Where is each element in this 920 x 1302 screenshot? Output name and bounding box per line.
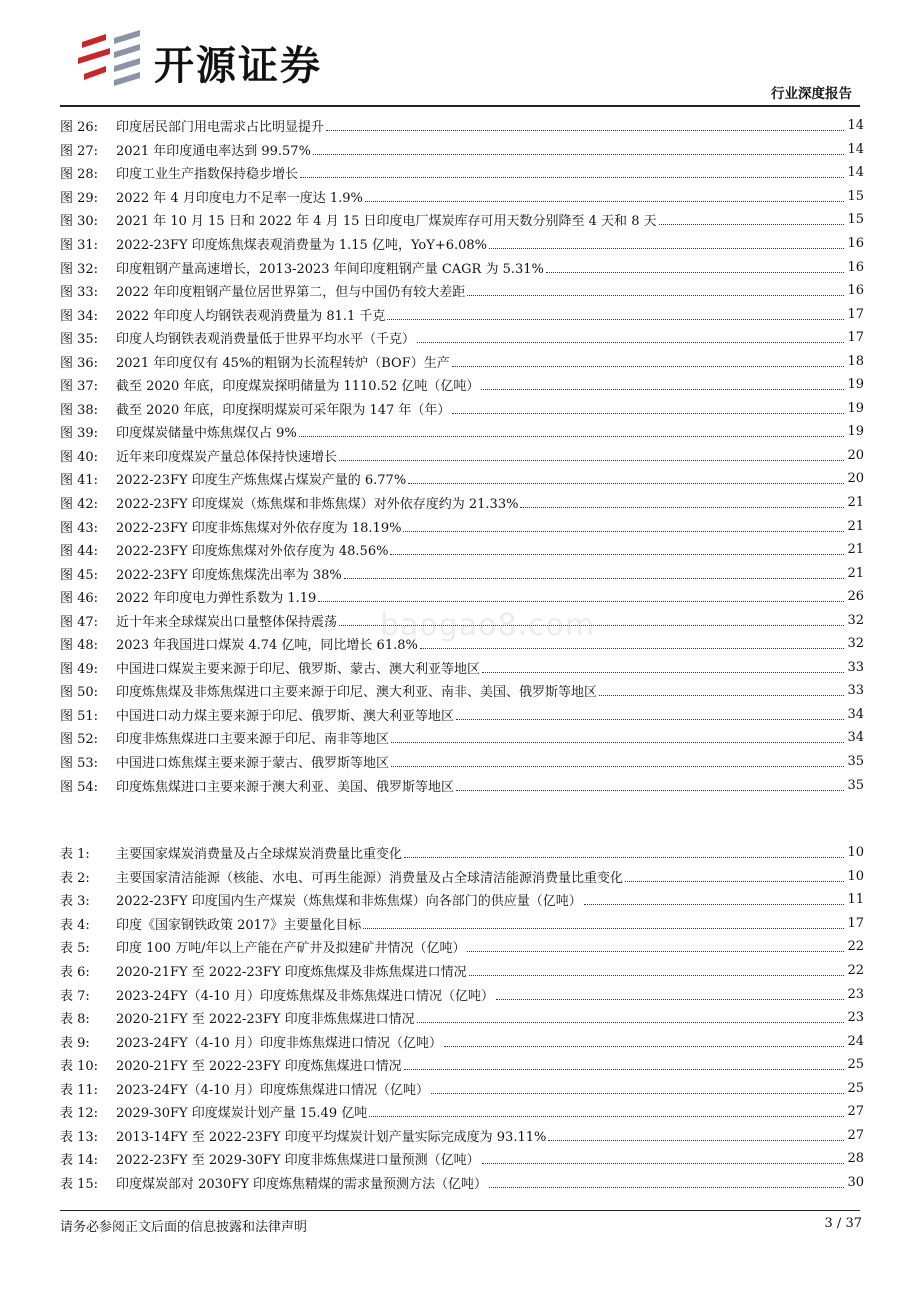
toc-entry-label: 表 9: — [60, 1035, 90, 1051]
toc-entry-title: 印度煤炭部对 2030FY 印度炼焦精煤的需求量预测方法（亿吨） — [116, 1176, 487, 1192]
toc-table-row[interactable] — [60, 888, 864, 912]
page-header — [60, 20, 860, 104]
toc-entry-label: 图 32: — [60, 261, 99, 277]
toc-entry-label: 图 26: — [60, 120, 99, 136]
toc-leader-dots — [390, 554, 844, 555]
toc-entry-title: 主要国家清洁能源（核能、水电、可再生能源）消费量及占全球清洁能源消费量比重变化 — [116, 870, 624, 886]
toc-entry-label: 表 13: — [60, 1129, 99, 1145]
toc-entry-title: 印度煤炭储量中炼焦煤仅占 9% — [116, 426, 297, 442]
toc-entry-page: 19 — [847, 400, 864, 416]
toc-leader-dots — [467, 295, 844, 296]
toc-entry-title: 印度 100 万吨/年以上产能在产矿井及拟建矿井情况（亿吨） — [116, 941, 466, 957]
toc-entry-title: 2020-21FY 至 2022-23FY 印度炼焦煤进口情况 — [116, 1059, 402, 1075]
toc-entry-page: 10 — [847, 868, 864, 884]
toc-table-row[interactable] — [60, 1124, 864, 1148]
toc-leader-dots — [625, 881, 844, 882]
toc-leader-dots — [420, 648, 844, 649]
toc-entry-page: 16 — [847, 283, 864, 299]
toc-entry-title: 2022-23FY 印度煤炭（炼焦煤和非炼焦煤）对外依存度约为 21.33% — [116, 497, 519, 513]
toc-entry-title: 2022 年印度电力弹性系数为 1.19 — [116, 591, 317, 607]
toc-leader-dots — [339, 460, 844, 461]
toc-table-row[interactable] — [60, 1076, 864, 1100]
toc-figure-row[interactable] — [60, 585, 864, 609]
toc-entry-page: 21 — [847, 495, 864, 511]
toc-leader-dots — [326, 130, 844, 131]
toc-entry-label: 图 43: — [60, 520, 99, 536]
toc-entry-label: 图 47: — [60, 614, 99, 630]
toc-leader-dots — [404, 1069, 844, 1070]
toc-leader-dots — [318, 601, 844, 602]
toc-leader-dots — [584, 904, 844, 905]
toc-leader-dots — [391, 742, 844, 743]
toc-figure-row[interactable] — [60, 161, 864, 185]
toc-entry-title: 截至 2020 年底，印度煤炭探明储量为 1110.52 亿吨（亿吨） — [116, 379, 480, 395]
toc-entry-page: 18 — [847, 353, 864, 369]
toc-entry-title: 近十年来全球煤炭出口量整体保持震荡 — [116, 614, 338, 630]
kaiyuan-logo-icon — [76, 28, 146, 88]
toc-entry-label: 图 36: — [60, 355, 99, 371]
toc-entry-title: 印度人均钢铁表观消费量低于世界平均水平（千克） — [116, 332, 416, 348]
toc-entry-label: 表 14: — [60, 1153, 99, 1169]
toc-leader-dots — [548, 1140, 844, 1141]
toc-entry-label: 图 29: — [60, 190, 99, 206]
toc-entry-title: 2022-23FY 印度炼焦煤洗出率为 38% — [116, 567, 342, 583]
toc-entry-title: 2021 年 10 月 15 日和 2022 年 4 月 15 日印度电厂煤炭库存可用天数分别降至 4 天和 8 天 — [116, 214, 657, 230]
toc-entry-label: 图 50: — [60, 685, 99, 701]
toc-entry-page: 17 — [847, 915, 864, 931]
toc-leader-dots — [452, 366, 844, 367]
toc-entry-label: 表 10: — [60, 1059, 99, 1075]
toc-table-row[interactable] — [60, 865, 864, 889]
toc-entry-label: 图 33: — [60, 285, 99, 301]
toc-table-row[interactable] — [60, 1053, 864, 1077]
toc-leader-dots — [417, 1022, 844, 1023]
header-divider — [60, 105, 860, 107]
toc-entry-page: 32 — [847, 636, 864, 652]
toc-entry-title: 2021 年印度通电率达到 99.57% — [116, 143, 311, 159]
toc-entry-page: 25 — [847, 1080, 864, 1096]
toc-entry-title: 2022-23FY 印度非炼焦煤对外依存度为 18.19% — [116, 520, 402, 536]
toc-figure-row[interactable] — [60, 444, 864, 468]
table-list — [60, 841, 864, 1194]
toc-figure-row[interactable] — [60, 397, 864, 421]
toc-entry-title: 印度炼焦煤进口主要来源于澳大利亚、美国、俄罗斯等地区 — [116, 779, 455, 795]
toc-entry-page: 14 — [847, 165, 864, 181]
toc-figure-row[interactable] — [60, 561, 864, 585]
toc-entry-label: 图 45: — [60, 567, 99, 583]
toc-entry-label: 表 7: — [60, 988, 90, 1004]
toc-leader-dots — [599, 695, 844, 696]
toc-leader-dots — [456, 719, 844, 720]
toc-entry-label: 图 46: — [60, 591, 99, 607]
toc-entry-title: 2022 年印度人均钢铁表观消费量为 81.1 千克 — [116, 308, 386, 324]
toc-entry-page: 19 — [847, 424, 864, 440]
toc-entry-title: 2022-23FY 印度炼焦煤对外依存度为 48.56% — [116, 544, 389, 560]
toc-entry-label: 图 49: — [60, 661, 99, 677]
toc-entry-page: 33 — [847, 659, 864, 675]
toc-leader-dots — [391, 766, 844, 767]
toc-figure-row[interactable] — [60, 750, 864, 774]
toc-table-row[interactable] — [60, 1100, 864, 1124]
toc-figure-row[interactable] — [60, 420, 864, 444]
brand-name: 开源证券 — [154, 43, 322, 89]
toc-leader-dots — [456, 790, 844, 791]
toc-entry-title: 2022 年 4 月印度电力不足率一度达 1.9% — [116, 190, 363, 206]
toc-entry-page: 26 — [847, 589, 864, 605]
toc-figure-row[interactable] — [60, 302, 864, 326]
watermark: baogao8.com — [380, 608, 596, 643]
toc-figure-row[interactable] — [60, 255, 864, 279]
toc-figure-row[interactable] — [60, 138, 864, 162]
toc-entry-page: 33 — [847, 683, 864, 699]
toc-entry-page: 23 — [847, 986, 864, 1002]
toc-entry-title: 2029-30FY 印度煤炭计划产量 15.49 亿吨 — [116, 1106, 368, 1122]
toc-figure-row[interactable] — [60, 514, 864, 538]
toc-table-row[interactable] — [60, 1171, 864, 1195]
toc-leader-dots — [299, 436, 844, 437]
toc-entry-label: 图 38: — [60, 402, 99, 418]
toc-entry-page: 21 — [847, 565, 864, 581]
toc-figure-row[interactable] — [60, 538, 864, 562]
toc-entry-label: 图 41: — [60, 473, 99, 489]
toc-entry-title: 2020-21FY 至 2022-23FY 印度非炼焦煤进口情况 — [116, 1012, 415, 1028]
toc-entry-page: 11 — [847, 892, 864, 908]
toc-entry-page: 35 — [847, 777, 864, 793]
toc-entry-page: 34 — [847, 706, 864, 722]
toc-entry-title: 2020-21FY 至 2022-23FY 印度炼焦煤及非炼焦煤进口情况 — [116, 965, 467, 980]
toc-table-row[interactable] — [60, 959, 864, 983]
toc-leader-dots — [467, 951, 844, 952]
toc-entry-label: 表 6: — [60, 965, 90, 980]
toc-figure-row[interactable] — [60, 349, 864, 373]
toc-figure-row[interactable] — [60, 656, 864, 680]
toc-entry-label: 图 48: — [60, 638, 99, 654]
toc-entry-title: 印度非炼焦煤进口主要来源于印尼、南非等地区 — [116, 732, 390, 748]
toc-entry-page: 19 — [847, 377, 864, 393]
report-type: 行业深度报告 — [771, 86, 852, 102]
toc-leader-dots — [408, 483, 844, 484]
toc-figure-row[interactable] — [60, 185, 864, 209]
toc-entry-title: 2022-23FY 印度国内生产煤炭（炼焦煤和非炼焦煤）向各部门的供应量（亿吨） — [116, 894, 582, 910]
toc-entry-page: 15 — [847, 212, 864, 228]
toc-table-row[interactable] — [60, 1147, 864, 1171]
toc-entry-label: 图 53: — [60, 756, 99, 772]
toc-entry-page: 27 — [847, 1104, 864, 1120]
toc-figure-row[interactable] — [60, 208, 864, 232]
footer-divider — [60, 1210, 860, 1211]
toc-figure-row[interactable] — [60, 703, 864, 727]
toc-leader-dots — [363, 928, 844, 929]
toc-leader-dots — [482, 672, 844, 673]
toc-entry-page: 14 — [847, 118, 864, 134]
toc-entry-label: 图 51: — [60, 708, 99, 724]
toc-table-row[interactable] — [60, 912, 864, 936]
toc-entry-label: 表 11: — [60, 1082, 99, 1098]
toc-entry-label: 表 4: — [60, 917, 90, 933]
toc-entry-label: 图 42: — [60, 497, 99, 513]
toc-entry-label: 图 31: — [60, 238, 99, 253]
toc-leader-dots — [387, 319, 844, 320]
toc-entry-title: 2022-23FY 印度炼焦煤表观消费量为 1.15 亿吨，YoY+6.08% — [116, 238, 488, 253]
toc-entry-title: 中国进口煤炭主要来源于印尼、俄罗斯、蒙古、澳大利亚等地区 — [116, 661, 481, 677]
toc-figure-row[interactable] — [60, 491, 864, 515]
toc-entry-label: 表 12: — [60, 1106, 99, 1122]
toc-leader-dots — [344, 578, 844, 579]
toc-entry-label: 图 37: — [60, 379, 99, 395]
toc-entry-title: 主要国家煤炭消费量及占全球煤炭消费量比重变化 — [116, 847, 403, 863]
toc-leader-dots — [403, 531, 844, 532]
toc-leader-dots — [417, 342, 844, 343]
toc-entry-page: 28 — [847, 1151, 864, 1167]
toc-entry-title: 中国进口动力煤主要来源于印尼、俄罗斯、澳大利亚等地区 — [116, 708, 455, 724]
toc-entry-page: 21 — [847, 542, 864, 558]
toc-entry-title: 2023-24FY（4-10 月）印度炼焦煤及非炼焦煤进口情况（亿吨） — [116, 988, 494, 1004]
toc-entry-label: 表 8: — [60, 1012, 90, 1028]
toc-leader-dots — [365, 201, 844, 202]
toc-entry-title: 2013-14FY 至 2022-23FY 印度平均煤炭计划产量实际完成度为 93.11% — [116, 1129, 547, 1145]
figure-list — [60, 114, 864, 797]
toc-entry-title: 中国进口炼焦煤主要来源于蒙古、俄罗斯等地区 — [116, 756, 390, 772]
toc-entry-title: 印度居民部门用电需求占比明显提升 — [116, 120, 325, 136]
toc-leader-dots — [481, 389, 844, 390]
toc-entry-title: 印度《国家钢铁政策 2017》主要量化目标 — [116, 917, 362, 933]
toc-entry-title: 2022-23FY 印度生产炼焦煤占煤炭产量的 6.77% — [116, 473, 407, 489]
toc-entry-title: 截至 2020 年底，印度探明煤炭可采年限为 147 年（年） — [116, 402, 451, 418]
toc-entry-label: 图 34: — [60, 308, 99, 324]
toc-entry-label: 表 3: — [60, 894, 90, 910]
toc-entry-label: 图 35: — [60, 332, 99, 348]
toc-entry-page: 27 — [847, 1127, 864, 1143]
toc-entry-label: 图 44: — [60, 544, 99, 560]
toc-leader-dots — [520, 507, 844, 508]
footer-disclaimer: 请务必参阅正文后面的信息披露和法律声明 — [60, 1220, 308, 1235]
toc-leader-dots — [469, 975, 844, 976]
toc-leader-dots — [489, 248, 844, 249]
toc-entry-page: 30 — [847, 1174, 864, 1190]
toc-entry-page: 20 — [847, 471, 864, 487]
toc-entry-title: 印度粗钢产量高速增长，2013-2023 年间印度粗钢产量 CAGR 为 5.31% — [116, 261, 544, 277]
toc-figure-row[interactable] — [60, 467, 864, 491]
toc-entry-label: 图 30: — [60, 214, 99, 230]
toc-entry-label: 图 28: — [60, 167, 99, 183]
toc-entry-page: 23 — [847, 1010, 864, 1026]
toc-entry-label: 图 27: — [60, 143, 99, 159]
toc-table-row[interactable] — [60, 935, 864, 959]
toc-figure-row[interactable] — [60, 726, 864, 750]
toc-entry-title: 2023-24FY（4-10 月）印度炼焦煤进口情况（亿吨） — [116, 1082, 429, 1098]
toc-entry-title: 2023-24FY（4-10 月）印度非炼焦煤进口情况（亿吨） — [116, 1035, 442, 1051]
toc-leader-dots — [659, 224, 844, 225]
toc-figure-row[interactable] — [60, 232, 864, 256]
toc-leader-dots — [313, 154, 844, 155]
toc-entry-page: 22 — [847, 963, 864, 978]
toc-figure-row[interactable] — [60, 679, 864, 703]
toc-entry-title: 2021 年印度仅有 45%的粗钢为长流程转炉（BOF）生产 — [116, 355, 450, 371]
toc-entry-page: 15 — [847, 188, 864, 204]
toc-entry-label: 图 52: — [60, 732, 99, 748]
toc-entry-title: 近年来印度煤炭产量总体保持快速增长 — [116, 449, 338, 465]
toc-figure-row[interactable] — [60, 773, 864, 797]
toc-figure-row[interactable] — [60, 373, 864, 397]
toc-table-row[interactable] — [60, 982, 864, 1006]
toc-figure-row[interactable] — [60, 114, 864, 138]
toc-entry-label: 图 40: — [60, 449, 99, 465]
toc-leader-dots — [452, 413, 844, 414]
toc-entry-page: 20 — [847, 447, 864, 463]
toc-entry-page: 32 — [847, 612, 864, 628]
toc-entry-page: 16 — [847, 259, 864, 275]
toc-entry-label: 表 5: — [60, 941, 90, 957]
page-number: 3 / 37 — [824, 1216, 862, 1231]
toc-figure-row[interactable] — [60, 279, 864, 303]
toc-entry-label: 图 39: — [60, 426, 99, 442]
toc-entry-page: 21 — [847, 518, 864, 534]
toc-table-row[interactable] — [60, 1029, 864, 1053]
toc-entry-title: 2022 年印度粗钢产量位居世界第二，但与中国仍有较大差距 — [116, 285, 466, 301]
toc-leader-dots — [431, 1093, 844, 1094]
toc-entry-title: 2022-23FY 至 2029-30FY 印度非炼焦煤进口量预测（亿吨） — [116, 1153, 480, 1169]
toc-entry-page: 16 — [847, 236, 864, 251]
toc-entry-title: 印度工业生产指数保持稳步增长 — [116, 167, 299, 183]
toc-entry-page: 25 — [847, 1057, 864, 1073]
toc-entry-page: 35 — [847, 754, 864, 770]
toc-table-row[interactable] — [60, 1006, 864, 1030]
toc-entry-page: 24 — [847, 1033, 864, 1049]
toc-entry-title: 印度炼焦煤及非炼焦煤进口主要来源于印尼、澳大利亚、南非、美国、俄罗斯等地区 — [116, 685, 598, 701]
toc-leader-dots — [404, 857, 844, 858]
toc-leader-dots — [482, 1163, 844, 1164]
toc-entry-page: 17 — [847, 330, 864, 346]
toc-entry-page: 14 — [847, 141, 864, 157]
toc-entry-page: 34 — [847, 730, 864, 746]
toc-leader-dots — [444, 1046, 844, 1047]
toc-entry-page: 17 — [847, 306, 864, 322]
toc-entry-label: 表 2: — [60, 870, 90, 886]
toc-table-row[interactable] — [60, 841, 864, 865]
toc-entry-page: 10 — [847, 845, 864, 861]
toc-leader-dots — [546, 272, 844, 273]
toc-entry-label: 表 15: — [60, 1176, 99, 1192]
toc-leader-dots — [300, 177, 844, 178]
toc-leader-dots — [489, 1187, 844, 1188]
toc-entry-title: 2023 年我国进口煤炭 4.74 亿吨，同比增长 61.8% — [116, 638, 418, 654]
toc-figure-row[interactable] — [60, 326, 864, 350]
toc-entry-label: 表 1: — [60, 847, 90, 863]
toc-entry-page: 22 — [847, 939, 864, 955]
toc-leader-dots — [369, 1116, 844, 1117]
toc-leader-dots — [496, 999, 844, 1000]
toc-entry-label: 图 54: — [60, 779, 99, 795]
